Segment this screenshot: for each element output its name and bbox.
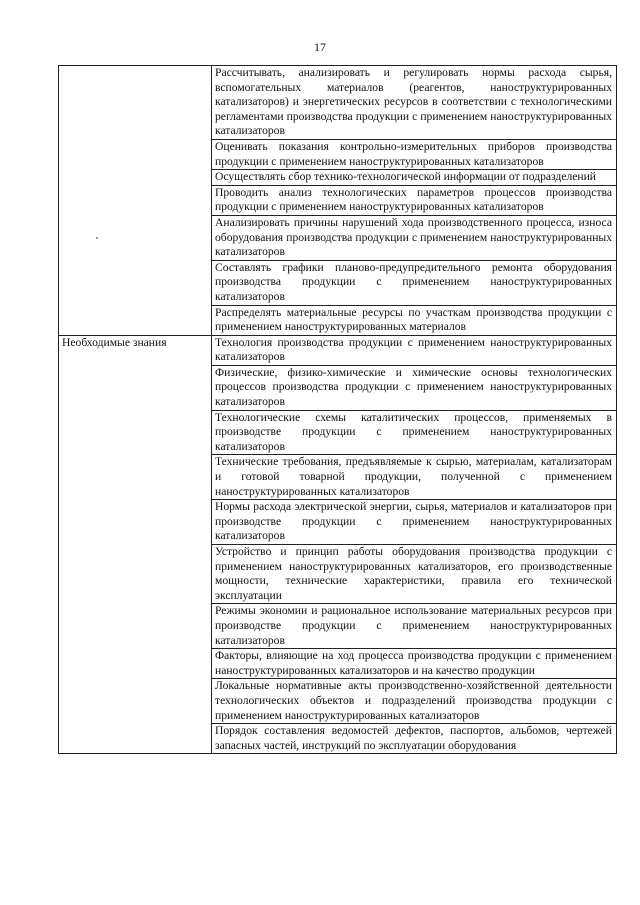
requirement-item: Физические, физико-химические и химические основы технологических процессов производства продукции с применением наноструктурированных катализаторов	[212, 365, 617, 410]
requirement-item: Локальные нормативные акты производственно-хозяйственной деятельности технологических объектов и подразделений производства продукции с применением наноструктурированных катализаторов	[212, 679, 617, 724]
requirement-item: Порядок составления ведомостей дефектов, паспортов, альбомов, чертежей запасных частей, инструкций по эксплуатации оборудования	[212, 724, 617, 754]
requirement-item: Факторы, влияющие на ход процесса производства продукции с применением наноструктурированных катализаторов и на качество продукции	[212, 649, 617, 679]
section-label	[59, 66, 212, 336]
requirement-item: Составлять графики планово-предупредительного ремонта оборудования производства продукции с применением наноструктурированных катализаторов	[212, 260, 617, 305]
requirement-item: Технологические схемы каталитических процессов, применяемых в производстве продукции с применением наноструктурированных катализаторов	[212, 410, 617, 455]
table-row	[59, 66, 617, 140]
requirement-item: Устройство и принцип работы оборудования производства продукции с применением наноструктурированных катализаторов, его производственные мощности, технические характеристики, правила его технической эксплуатации	[212, 545, 617, 604]
page-number: 17	[314, 40, 326, 54]
requirement-item: Осуществлять сбор технико-технологической информации от подразделений	[212, 170, 617, 186]
requirement-item: Режимы экономии и рациональное использование материальных ресурсов при производстве продукции с применением наноструктурированных катализаторов	[212, 604, 617, 649]
requirement-item: Технология производства продукции с применением наноструктурированных катализаторов	[212, 335, 617, 365]
requirement-item: Распределять материальные ресурсы по участкам производства продукции с применением наноструктурированных материалов	[212, 305, 617, 335]
requirement-item: Технические требования, предъявляемые к сырью, материалам, катализаторам и готовой товарной продукции, полученной с применением наноструктурированных катализаторов	[212, 455, 617, 500]
section-label: Необходимые знания	[59, 335, 212, 754]
requirements-table-body	[59, 66, 617, 754]
requirement-item: Анализировать причины нарушений хода производственного процесса, износа оборудования производства продукции с применением наноструктурированных катализаторов	[212, 215, 617, 260]
requirement-item: Оценивать показания контрольно-измерительных приборов производства продукции с применением наноструктурированных катализаторов	[212, 139, 617, 169]
requirement-item: Проводить анализ технологических параметров процессов производства продукции с применением наноструктурированных катализаторов	[212, 185, 617, 215]
requirement-item: Нормы расхода электрической энергии, сырья, материалов и катализаторов при производстве продукции с применением наноструктурированных катализаторов	[212, 500, 617, 545]
table-row	[59, 335, 617, 365]
requirement-item: Рассчитывать, анализировать и регулировать нормы расхода сырья, вспомогательных материалов (реагентов, наноструктурированных катализаторов) и энергетических ресурсов в соответствии с технологическими регламентами производства продукции с применением наноструктурированных катализаторов	[212, 66, 617, 140]
requirements-table	[58, 65, 617, 754]
